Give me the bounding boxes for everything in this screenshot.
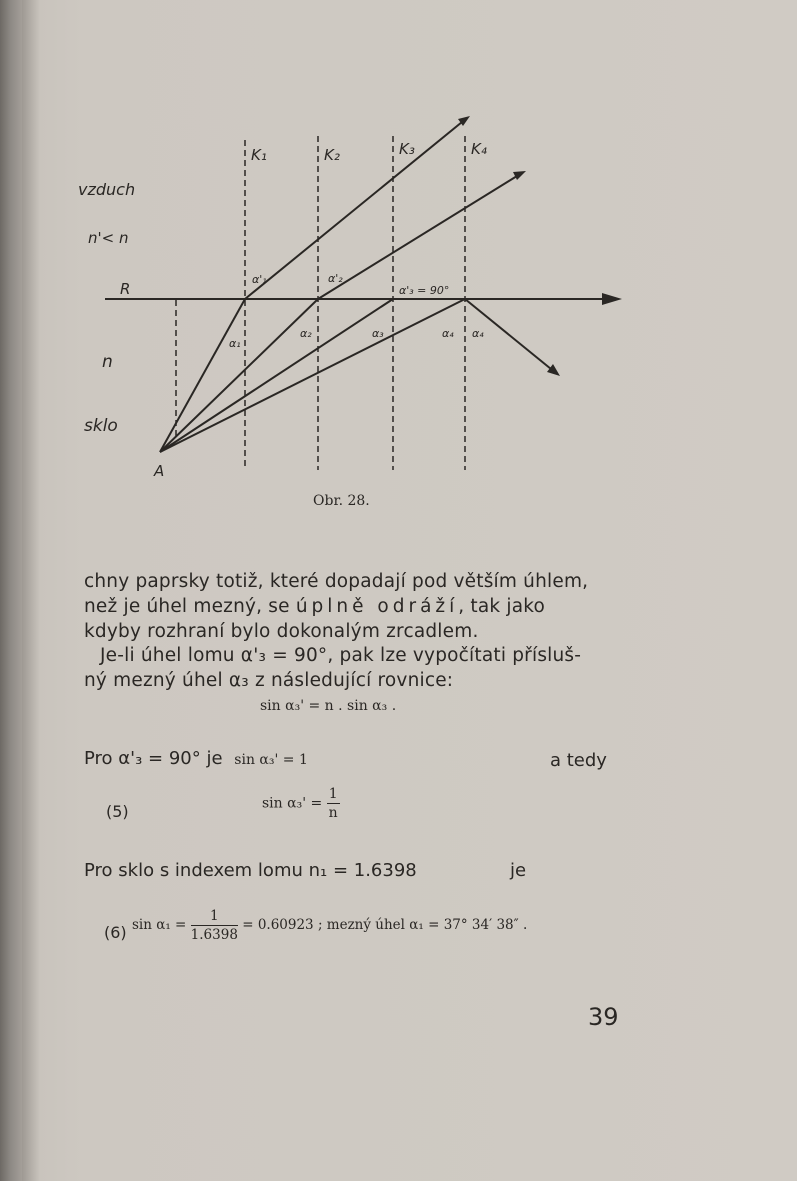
- label-alpha3: α₃: [372, 327, 384, 340]
- ray-reflected-arrow: [547, 364, 560, 376]
- paragraph-1-line-3: kdyby rozhraní bylo dokonalým zrcadlem.: [84, 621, 479, 642]
- pro-equation: sin α₃' = 1: [234, 752, 308, 768]
- label-alpha4: α₄: [442, 327, 454, 340]
- eq5-denominator: n: [328, 805, 338, 821]
- ray-incident-4: [160, 299, 465, 452]
- eq5-numerator: 1: [328, 786, 338, 802]
- p1-emphasis: úplně odráží: [295, 596, 459, 617]
- eq6-denominator: 1.6398: [190, 927, 238, 943]
- sklo-line: Pro sklo s indexem lomu n₁ = 1.6398: [84, 860, 417, 881]
- label-n: n: [102, 352, 113, 372]
- paragraph-1: [84, 569, 618, 644]
- p1-post: , tak jako: [458, 596, 546, 617]
- paragraph-2-line-1: Je-li úhel lomu α'₃ = 90°, pak lze vypočítati přísluš-: [100, 645, 582, 666]
- label-vzduch: vzduch: [78, 180, 136, 199]
- eq5-fraction: [327, 785, 340, 822]
- label-k3: K₃: [399, 140, 415, 158]
- label-alpha2-prime: α'₂: [328, 272, 343, 285]
- paragraph-1-line-2: [84, 594, 618, 619]
- eq5-lhs: sin α₃' =: [262, 795, 323, 812]
- eq5-label: (5): [106, 802, 129, 821]
- p1-pre: než je úhel mezný, se: [84, 596, 296, 617]
- label-sklo: sklo: [84, 416, 118, 436]
- eq6-label: (6): [104, 923, 127, 942]
- label-k4: K₄: [471, 140, 487, 158]
- label-alpha2: α₂: [300, 327, 312, 340]
- label-n-relation: n'< n: [88, 229, 129, 247]
- ray-incident-1: [160, 299, 245, 452]
- equation-5: [262, 785, 340, 822]
- label-k1: K₁: [251, 146, 267, 164]
- ray-incident-2: [160, 299, 318, 452]
- equation-snell: sin α₃' = n . sin α₃ .: [260, 698, 397, 714]
- eq6-rhs: = 0.60923 ; mezný úhel α₁ = 37° 34′ 38″ .: [242, 917, 528, 933]
- eq6-fraction: [191, 907, 238, 944]
- label-a: A: [154, 462, 165, 480]
- paragraph-1-line-1: chny paprsky totiž, které dopadají pod větším úhlem,: [84, 571, 589, 592]
- eq6-numerator: 1: [191, 907, 238, 926]
- pro-line: [84, 748, 308, 769]
- figure-caption: Obr. 28.: [313, 493, 370, 509]
- label-k2: K₂: [324, 146, 340, 164]
- paragraph-2-line-2: ný mezný úhel α₃ z následující rovnice:: [84, 670, 454, 691]
- equation-6: [132, 907, 527, 944]
- label-alpha4-reflected: α₄: [472, 327, 484, 340]
- ray-refracted-2: [318, 176, 517, 299]
- pro-text: Pro α'₃ = 90° je: [84, 748, 223, 769]
- label-r: R: [120, 280, 131, 298]
- eq6-lhs: sin α₁ =: [132, 917, 187, 933]
- ray-incident-3: [160, 299, 393, 452]
- interface-arrowhead: [602, 293, 622, 305]
- ray-refracted-2-arrow: [513, 171, 526, 180]
- ray-refracted-1: [245, 122, 462, 299]
- page-number: 39: [588, 1003, 619, 1031]
- figure-28: [0, 0, 797, 520]
- label-alpha1: α₁: [229, 337, 241, 350]
- paragraph-2: [84, 643, 620, 693]
- je-word: je: [510, 860, 527, 881]
- label-alpha3-prime: α'₃ = 90°: [399, 284, 450, 297]
- label-alpha1-prime: α'₁: [252, 273, 267, 286]
- a-tedy: a tedy: [550, 750, 607, 771]
